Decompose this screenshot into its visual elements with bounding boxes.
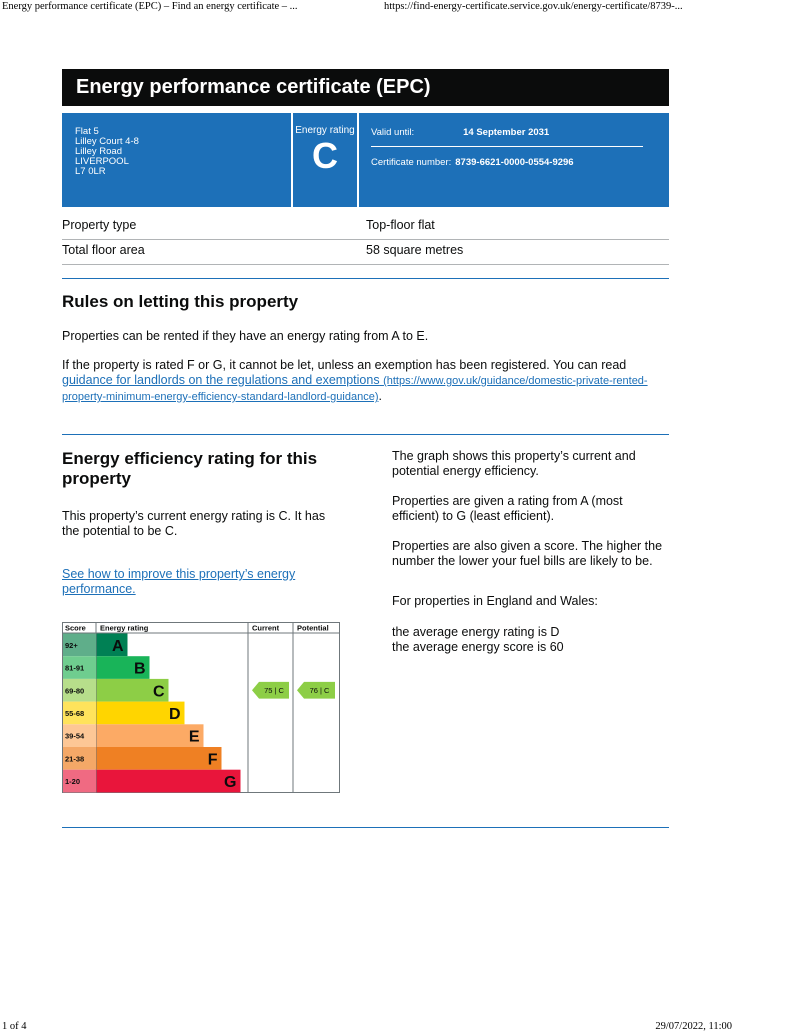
epc-summary-box xyxy=(62,113,669,207)
band-score-label: 69-80 xyxy=(65,686,85,696)
chart-header-label: Potential xyxy=(297,623,329,633)
efficiency-left-column xyxy=(62,449,337,798)
band-letter: B xyxy=(133,660,146,678)
chart-header-label: Score xyxy=(65,623,86,633)
property-value: 58 square metres xyxy=(366,243,464,257)
address-line: Flat 5 xyxy=(75,126,99,137)
print-datetime: 29/07/2022, 11:00 xyxy=(655,1021,732,1032)
graph-explanation: The graph shows this property’s current and potential energy efficiency. xyxy=(392,449,636,478)
band-score-label: 81-91 xyxy=(65,663,85,673)
average-rating-text: the average energy rating is D xyxy=(392,625,560,639)
letting-exemption-paragraph xyxy=(62,358,669,405)
potential-rating-label: 76 | C xyxy=(309,686,330,696)
certificate-number-value: 8739-6621-0000-0554-9296 xyxy=(455,156,574,168)
certificate-number-label: Certificate number: xyxy=(371,156,452,168)
letting-heading: Rules on letting this property xyxy=(62,292,299,311)
exemption-text: If the property is rated F or G, it cannot be let, unless an exemption has been registered. You can read xyxy=(62,358,627,372)
address-line: Lilley Court 4-8 xyxy=(75,136,139,147)
band-score-label: 21-38 xyxy=(65,754,85,764)
band-bar xyxy=(97,724,204,747)
current-rating-text: This property’s current energy rating is C. It has the potential to be C. xyxy=(62,509,326,538)
landlord-guidance-url: (https://www.gov.uk/guidance/domestic-private-rented-property-minimum-energy-efficiency-standard-landlord-guidance) xyxy=(62,375,648,403)
letting-paragraph: Properties can be rented if they have an energy rating from A to E. xyxy=(62,329,429,343)
band-score-label: 1-20 xyxy=(65,777,81,787)
band-letter: A xyxy=(111,637,124,655)
valid-until-row xyxy=(371,125,643,139)
address-line: LIVERPOOL xyxy=(75,156,129,167)
certificate-number-row xyxy=(371,155,643,169)
band-letter: G xyxy=(224,774,237,792)
print-page-url: https://find-energy-certificate.service.gov.uk/energy-certificate/8739-... xyxy=(384,1,683,12)
rating-explanation: Properties are given a rating from A (most efficient) to G (least efficient). xyxy=(392,494,623,523)
score-explanation: Properties are also given a score. The higher the number the lower your fuel bills are likely to be. xyxy=(392,539,663,568)
main-content xyxy=(62,69,669,798)
energy-rating-label: Energy rating xyxy=(295,125,355,136)
band-bar xyxy=(97,770,241,793)
band-score-label: 55-68 xyxy=(65,708,85,718)
band-letter: C xyxy=(152,683,165,701)
page-title: Energy performance certificate (EPC) xyxy=(62,69,669,106)
print-page-title: Energy performance certificate (EPC) – Find an energy certificate – ... xyxy=(2,1,298,12)
band-letter: F xyxy=(207,751,218,769)
band-score-label: 39-54 xyxy=(65,731,85,741)
property-row xyxy=(62,240,669,265)
band-score-label: 92+ xyxy=(65,640,78,650)
chart-header-label: Current xyxy=(252,623,280,633)
improve-performance-link[interactable]: See how to improve this property’s energy performance. xyxy=(62,567,296,596)
efficiency-right-column xyxy=(392,449,667,798)
address-line: L7 0LR xyxy=(75,166,106,177)
property-value: Top-floor flat xyxy=(366,218,435,232)
details-divider xyxy=(371,146,643,147)
band-bar xyxy=(97,747,222,770)
efficiency-section xyxy=(62,449,669,798)
chart-header-label: Energy rating xyxy=(100,623,149,633)
section-divider xyxy=(62,827,669,828)
property-key: Total floor area xyxy=(62,243,145,257)
valid-until-value: 14 September 2031 xyxy=(463,126,550,138)
landlord-guidance-link[interactable] xyxy=(62,373,648,403)
sentence-end: . xyxy=(378,389,382,403)
property-address xyxy=(62,113,291,207)
valid-until-label: Valid until: xyxy=(371,126,415,138)
print-page-number: 1 of 4 xyxy=(2,1021,27,1032)
landlord-guidance-link-text: guidance for landlords on the regulations and exemptions xyxy=(62,373,380,387)
print-header xyxy=(0,0,800,14)
property-summary-table xyxy=(62,215,669,265)
property-key: Property type xyxy=(62,218,137,232)
band-letter: D xyxy=(168,705,181,723)
current-rating-label: 75 | C xyxy=(264,686,284,696)
average-score-text: the average energy score is 60 xyxy=(392,640,564,654)
property-row xyxy=(62,215,669,240)
section-divider xyxy=(62,434,669,435)
efficiency-heading: Energy efficiency rating for this property xyxy=(62,449,318,488)
band-letter: E xyxy=(188,728,200,746)
energy-rating-panel xyxy=(291,113,359,207)
region-intro: For properties in England and Wales: xyxy=(392,594,598,608)
print-footer xyxy=(0,1021,800,1035)
address-line: Lilley Road xyxy=(75,146,122,157)
section-divider xyxy=(62,278,669,279)
certificate-details xyxy=(359,113,669,207)
energy-rating-letter: C xyxy=(312,135,338,176)
energy-rating-chart xyxy=(62,622,340,793)
